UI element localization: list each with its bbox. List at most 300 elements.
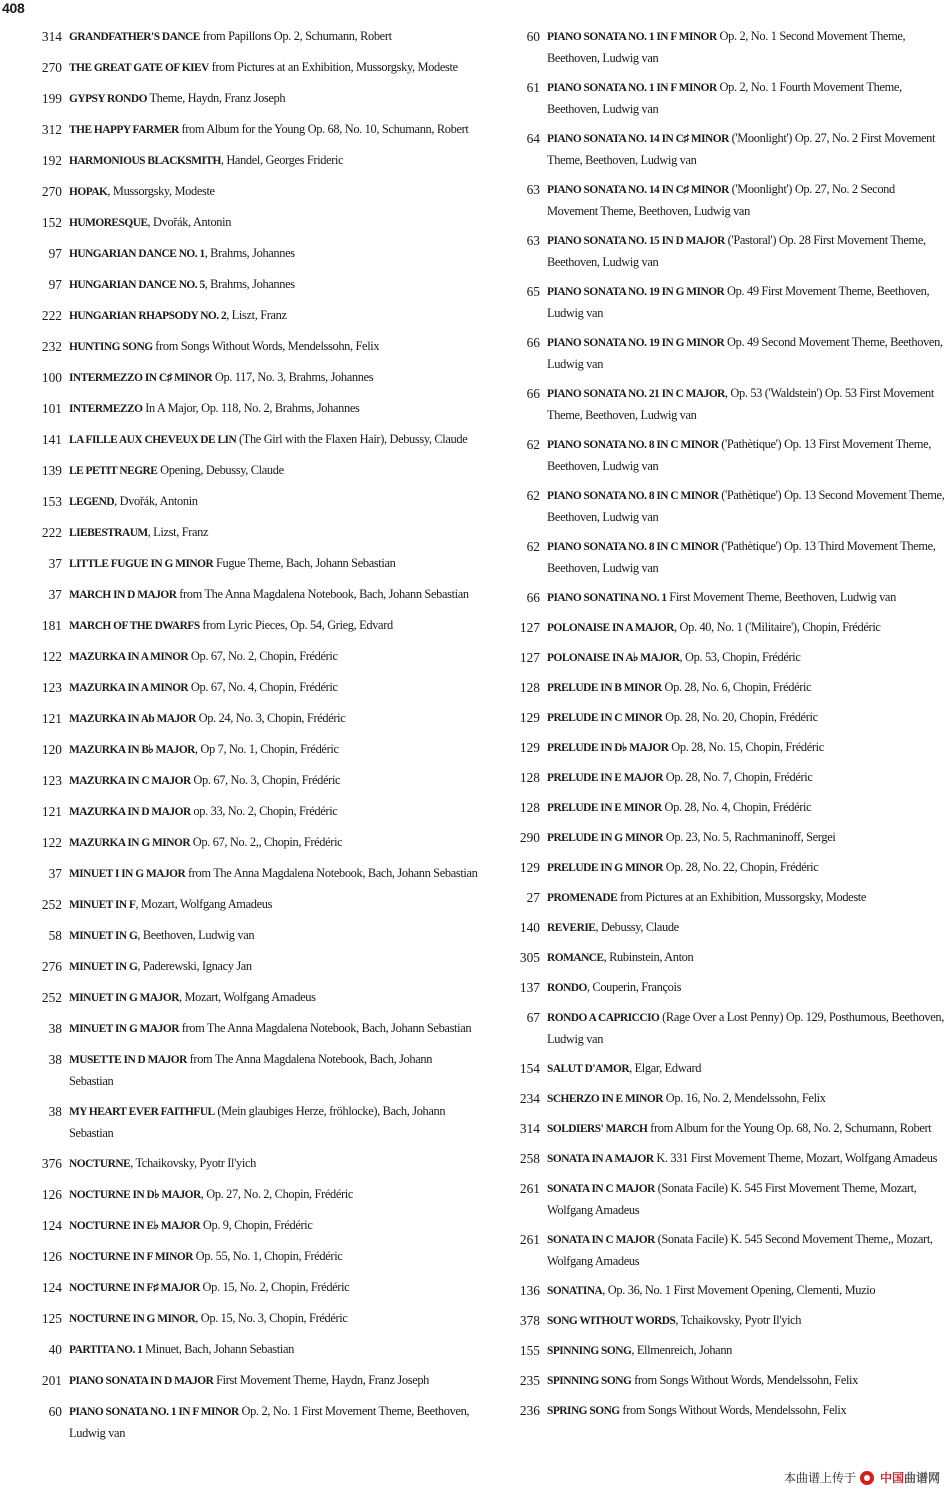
- entry-title: LE PETIT NEGRE: [69, 465, 158, 477]
- entry-text: [69, 1277, 478, 1299]
- entry-text: [547, 827, 948, 849]
- entry-title: MAZURKA IN B♭ MAJOR: [69, 744, 195, 756]
- entry-details: Op. 67, No. 3, Chopin, Frédéric: [190, 773, 341, 787]
- entry-page-number: 126: [41, 1187, 62, 1202]
- index-entry: [0, 925, 478, 947]
- entry-title: PIANO SONATA NO. 19 IN G MINOR: [547, 337, 725, 349]
- index-entry: [478, 1058, 948, 1080]
- entry-details: from The Anna Magdalena Notebook, Bach, Johann Sebastian: [176, 587, 469, 601]
- entry-title: MARCH OF THE DWARFS: [69, 620, 200, 632]
- entry-text: [69, 212, 478, 234]
- entry-page-number: 140: [519, 920, 540, 935]
- index-entry: [0, 274, 478, 296]
- entry-page-number: 101: [41, 401, 62, 416]
- entry-details: First Movement Theme, Beethoven, Ludwig van: [666, 590, 896, 604]
- entry-title: SONATA IN C MAJOR: [547, 1183, 655, 1195]
- entry-details: from Pictures at an Exhibition, Mussorgsky, Modeste: [208, 60, 458, 74]
- entry-page-number: 128: [519, 770, 540, 785]
- entry-details: from Songs Without Words, Mendelssohn, Felix: [619, 1403, 847, 1417]
- entry-details: Op. 49 Second Movement Theme, Beethoven, Ludwig van: [547, 335, 943, 371]
- entry-text: [547, 767, 948, 789]
- entry-details: , Op 7, No. 1, Chopin, Frédéric: [194, 742, 339, 756]
- entry-text: [547, 1178, 948, 1221]
- entry-page-number: 97: [48, 277, 62, 292]
- entry-details: (Mein glaubiges Herze, fröhlocke), Bach, Johann Sebastian: [69, 1104, 446, 1140]
- entry-title: PRELUDE IN C MINOR: [547, 712, 663, 724]
- entry-details: , Op. 53, Chopin, Frédéric: [679, 650, 801, 664]
- entry-page-number: 60: [48, 1404, 62, 1419]
- index-entry: [478, 383, 948, 426]
- index-entry: [478, 434, 948, 477]
- index-entry: [0, 894, 478, 916]
- entry-title: LITTLE FUGUE IN G MINOR: [69, 558, 214, 570]
- index-entry: [478, 827, 948, 849]
- entry-details: , Liszt, Franz: [226, 308, 287, 322]
- index-entry: [0, 677, 478, 699]
- index-entry: [0, 336, 478, 358]
- entry-text: [547, 647, 948, 669]
- entry-page-number: 66: [526, 335, 540, 350]
- entry-title: PIANO SONATA NO. 1 IN F MINOR: [547, 82, 717, 94]
- entry-details: First Movement Theme, Haydn, Franz Joseph: [213, 1373, 430, 1387]
- entry-title: NOCTURNE IN G MINOR: [69, 1313, 196, 1325]
- entry-text: [547, 128, 948, 171]
- entry-page-number: 61: [526, 80, 540, 95]
- entry-page-number: 258: [519, 1151, 540, 1166]
- entry-page-number: 235: [519, 1373, 540, 1388]
- entry-details: Op. 9, Chopin, Frédéric: [200, 1218, 313, 1232]
- entry-page-number: 64: [526, 131, 540, 146]
- index-entry: [478, 977, 948, 999]
- entry-text: [69, 26, 478, 48]
- index-entry: [478, 1088, 948, 1110]
- entry-title: MAZURKA IN G MINOR: [69, 837, 191, 849]
- entry-title: HUNGARIAN RHAPSODY NO. 2: [69, 310, 227, 322]
- index-entry: [0, 801, 478, 823]
- entry-details: from Songs Without Words, Mendelssohn, Felix: [631, 1373, 858, 1387]
- entry-text: [547, 887, 948, 909]
- entry-details: Op. 67, No. 2, Chopin, Frédéric: [188, 649, 338, 663]
- entry-page-number: 261: [519, 1232, 540, 1247]
- entry-title: GYPSY RONDO: [69, 93, 147, 105]
- entry-details: , Mozart, Wolfgang Amadeus: [135, 897, 273, 911]
- entry-page-number: 123: [41, 773, 62, 788]
- entry-page-number: 38: [48, 1021, 62, 1036]
- entry-title: NOCTURNE IN D♭ MAJOR: [69, 1189, 201, 1201]
- entry-text: [547, 1088, 948, 1110]
- entry-title: SPINNING SONG: [547, 1375, 632, 1387]
- entry-details: (The Girl with the Flaxen Hair), Debussy, Claude: [236, 432, 468, 446]
- entry-text: [547, 1280, 948, 1302]
- entry-title: POLONAISE IN A♭ MAJOR: [547, 652, 680, 664]
- entry-page-number: 155: [519, 1343, 540, 1358]
- entry-page-number: 38: [48, 1104, 62, 1119]
- entry-title: NOCTURNE IN F MINOR: [69, 1251, 193, 1263]
- entry-details: op. 33, No. 2, Chopin, Frédéric: [190, 804, 338, 818]
- entry-page-number: 129: [519, 740, 540, 755]
- page-number: 408: [2, 0, 25, 16]
- entry-page-number: 314: [519, 1121, 540, 1136]
- entry-text: [547, 1400, 948, 1422]
- entry-title: PIANO SONATA NO. 1 IN F MINOR: [69, 1406, 239, 1418]
- entry-page-number: 37: [48, 556, 62, 571]
- entry-text: [69, 677, 478, 699]
- entry-text: [547, 977, 948, 999]
- entry-page-number: 38: [48, 1052, 62, 1067]
- entry-title: MAZURKA IN Ab MAJOR: [69, 713, 196, 725]
- entry-page-number: 58: [48, 928, 62, 943]
- entry-details: (Sonata Facile) K. 545 First Movement Theme, Mozart, Wolfgang Amadeus: [547, 1181, 917, 1217]
- entry-page-number: 125: [41, 1311, 62, 1326]
- entry-title: MINUET IN F: [69, 899, 136, 911]
- index-entry: [478, 281, 948, 324]
- index-entry: [0, 88, 478, 110]
- index-entry: [478, 767, 948, 789]
- entry-title: SCHERZO IN E MINOR: [547, 1093, 663, 1105]
- entry-page-number: 37: [48, 866, 62, 881]
- entry-title: PRELUDE IN G MINOR: [547, 862, 663, 874]
- entry-title: MINUET IN G MAJOR: [69, 1023, 179, 1035]
- entry-details: , Op. 36, No. 1 First Movement Opening, Clementi, Muzio: [602, 1283, 876, 1297]
- entry-title: MINUET IN G: [69, 930, 138, 942]
- index-entry: [0, 1153, 478, 1175]
- entry-text: [547, 1340, 948, 1362]
- entry-details: Op. 15, No. 2, Chopin, Frédéric: [199, 1280, 350, 1294]
- entry-details: ('Moonlight') Op. 27, No. 2 Second Movement Theme, Beethoven, Ludwig van: [547, 182, 895, 218]
- entry-details: Op. 28, No. 20, Chopin, Frédéric: [662, 710, 818, 724]
- entry-text: [69, 956, 478, 978]
- entry-text: [547, 332, 948, 375]
- entry-text: [547, 1310, 948, 1332]
- entry-text: [69, 987, 478, 1009]
- site-logo-icon: [860, 1471, 874, 1485]
- entry-page-number: 252: [41, 897, 62, 912]
- index-entry: [0, 26, 478, 48]
- entry-page-number: 122: [41, 835, 62, 850]
- entry-text: [69, 925, 478, 947]
- index-entry: [478, 1340, 948, 1362]
- index-entry: [478, 587, 948, 609]
- entry-title: PIANO SONATA NO. 19 IN G MINOR: [547, 286, 725, 298]
- index-entry: [0, 1339, 478, 1361]
- entry-title: GRANDFATHER'S DANCE: [69, 31, 200, 43]
- entry-title: PARTITA NO. 1: [69, 1344, 143, 1356]
- entry-title: SOLDIERS' MARCH: [547, 1123, 648, 1135]
- entry-details: Op. 23, No. 5, Rachmaninoff, Sergei: [663, 830, 836, 844]
- index-entry: [478, 857, 948, 879]
- index-entry: [478, 1229, 948, 1272]
- entry-text: [69, 863, 478, 885]
- entry-page-number: 127: [519, 620, 540, 635]
- index-entry: [478, 485, 948, 528]
- entry-text: [69, 646, 478, 668]
- index-entry: [0, 1184, 478, 1206]
- entry-text: [69, 305, 478, 327]
- entry-text: [547, 281, 948, 324]
- entry-page-number: 236: [519, 1403, 540, 1418]
- entry-details: from Album for the Young Op. 68, No. 10, Schumann, Robert: [178, 122, 469, 136]
- entry-page-number: 139: [41, 463, 62, 478]
- entry-page-number: 66: [526, 386, 540, 401]
- index-entry: [478, 1280, 948, 1302]
- entry-title: RONDO: [547, 982, 587, 994]
- entry-details: ('Pathètique') Op. 13 First Movement Theme, Beethoven, Ludwig van: [547, 437, 931, 473]
- entry-details: Op. 117, No. 3, Brahms, Johannes: [212, 370, 374, 384]
- entry-title: NOCTURNE IN F♯ MAJOR: [69, 1282, 200, 1294]
- entry-page-number: 199: [41, 91, 62, 106]
- entry-text: [69, 181, 478, 203]
- entry-title: PIANO SONATA NO. 14 IN C♯ MINOR: [547, 184, 729, 196]
- entry-title: MAZURKA IN C MAJOR: [69, 775, 191, 787]
- entry-text: [69, 336, 478, 358]
- entry-text: [69, 1308, 478, 1330]
- index-entry: [0, 1215, 478, 1237]
- entry-details: ('Pathètique') Op. 13 Third Movement Theme, Beethoven, Ludwig van: [547, 539, 936, 575]
- entry-title: THE HAPPY FARMER: [69, 124, 179, 136]
- entry-title: SPINNING SONG: [547, 1345, 632, 1357]
- entry-page-number: 141: [41, 432, 62, 447]
- entry-page-number: 222: [41, 525, 62, 540]
- index-entry: [478, 947, 948, 969]
- entry-text: [547, 857, 948, 879]
- entry-details: from The Anna Magdalena Notebook, Bach, Johann Sebastian: [69, 1052, 433, 1088]
- entry-title: PROMENADE: [547, 892, 618, 904]
- index-entry: [0, 584, 478, 606]
- index-entry: [478, 1118, 948, 1140]
- entry-text: [547, 383, 948, 426]
- entry-page-number: 120: [41, 742, 62, 757]
- entry-page-number: 181: [41, 618, 62, 633]
- entry-title: PIANO SONATA NO. 15 IN D MAJOR: [547, 235, 725, 247]
- entry-page-number: 314: [41, 29, 62, 44]
- entry-text: [547, 230, 948, 273]
- entry-page-number: 270: [41, 60, 62, 75]
- entry-title: SONATA IN C MAJOR: [547, 1234, 655, 1246]
- entry-title: SONG WITHOUT WORDS: [547, 1315, 676, 1327]
- index-entry: [0, 1308, 478, 1330]
- index-entry: [0, 491, 478, 513]
- entry-details: from Pictures at an Exhibition, Mussorgsky, Modeste: [617, 890, 867, 904]
- entry-text: [69, 801, 478, 823]
- footer-watermark: [784, 1469, 940, 1486]
- entry-text: [69, 584, 478, 606]
- index-entry: [478, 1400, 948, 1422]
- entry-details: , Paderewski, Ignacy Jan: [137, 959, 252, 973]
- index-entry: [0, 460, 478, 482]
- entry-details: , Couperin, François: [586, 980, 682, 994]
- index-entry: [0, 243, 478, 265]
- entry-text: [69, 243, 478, 265]
- index-entry: [478, 179, 948, 222]
- entry-title: PIANO SONATA NO. 1 IN F MINOR: [547, 31, 717, 43]
- entry-text: [69, 1401, 478, 1444]
- index-entry: [0, 956, 478, 978]
- entry-title: HUMORESQUE: [69, 217, 148, 229]
- entry-text: [69, 150, 478, 172]
- entry-details: Op. 16, No. 2, Mendelssohn, Felix: [663, 1091, 826, 1105]
- entry-page-number: 60: [526, 29, 540, 44]
- entry-text: [547, 1229, 948, 1272]
- entry-text: [69, 1246, 478, 1268]
- entry-page-number: 378: [519, 1313, 540, 1328]
- entry-title: THE GREAT GATE OF KIEV: [69, 62, 209, 74]
- entry-page-number: 192: [41, 153, 62, 168]
- entry-title: MINUET IN G MAJOR: [69, 992, 179, 1004]
- entry-text: [547, 434, 948, 477]
- entry-text: [69, 615, 478, 637]
- index-entry: [478, 737, 948, 759]
- entry-details: Op. 2, No. 1 First Movement Theme, Beethoven, Ludwig van: [69, 1404, 470, 1440]
- index-entry: [0, 770, 478, 792]
- index-entry: [478, 128, 948, 171]
- entry-title: REVERIE: [547, 922, 596, 934]
- entry-title: SONATA IN A MAJOR: [547, 1153, 654, 1165]
- entry-title: NOCTURNE IN E♭ MAJOR: [69, 1220, 201, 1232]
- index-entry: [0, 863, 478, 885]
- entry-text: [69, 739, 478, 761]
- entry-text: [547, 26, 948, 69]
- entry-text: [547, 1058, 948, 1080]
- entry-page-number: 276: [41, 959, 62, 974]
- entry-text: [69, 894, 478, 916]
- index-entry: [0, 987, 478, 1009]
- entry-page-number: 62: [526, 437, 540, 452]
- index-entry: [478, 887, 948, 909]
- entry-title: PRELUDE IN E MAJOR: [547, 772, 663, 784]
- entry-title: NOCTURNE: [69, 1158, 131, 1170]
- entry-page-number: 128: [519, 800, 540, 815]
- entry-text: [69, 1153, 478, 1175]
- entry-title: PIANO SONATINA NO. 1: [547, 592, 667, 604]
- entry-details: Theme, Haydn, Franz Joseph: [146, 91, 286, 105]
- index-entry: [0, 1246, 478, 1268]
- entry-page-number: 100: [41, 370, 62, 385]
- entry-page-number: 234: [519, 1091, 540, 1106]
- entry-page-number: 123: [41, 680, 62, 695]
- entry-title: LEGEND: [69, 496, 115, 508]
- entry-page-number: 67: [526, 1010, 540, 1025]
- entry-title: PIANO SONATA NO. 21 IN C MAJOR: [547, 388, 725, 400]
- entry-page-number: 154: [519, 1061, 540, 1076]
- entry-page-number: 232: [41, 339, 62, 354]
- entry-title: MY HEART EVER FAITHFUL: [69, 1106, 215, 1118]
- entry-text: [69, 274, 478, 296]
- entry-title: HARMONIOUS BLACKSMITH: [69, 155, 221, 167]
- entry-details: , Dvořák, Antonin: [114, 494, 198, 508]
- entry-details: from The Anna Magdalena Notebook, Bach, Johann Sebastian: [178, 1021, 472, 1035]
- entry-text: [69, 1184, 478, 1206]
- entry-details: from Lyric Pieces, Op. 54, Grieg, Edvard: [199, 618, 393, 632]
- entry-page-number: 127: [519, 650, 540, 665]
- entry-details: Op. 28, No. 22, Chopin, Frédéric: [663, 860, 819, 874]
- entry-details: , Elgar, Edward: [629, 1061, 702, 1075]
- index-entry: [478, 917, 948, 939]
- entry-page-number: 152: [41, 215, 62, 230]
- entry-text: [547, 77, 948, 120]
- index-entry: [0, 522, 478, 544]
- index-entry: [0, 150, 478, 172]
- index-entry: [478, 230, 948, 273]
- entry-text: [547, 1370, 948, 1392]
- index-entry: [0, 1049, 478, 1092]
- entry-title: PIANO SONATA NO. 8 IN C MINOR: [547, 439, 719, 451]
- entry-text: [547, 947, 948, 969]
- entry-details: , Mussorgsky, Modeste: [107, 184, 215, 198]
- entry-text: [69, 88, 478, 110]
- entry-text: [547, 707, 948, 729]
- index-column-left: [0, 26, 478, 1453]
- entry-page-number: 40: [48, 1342, 62, 1357]
- entry-details: , Dvořák, Antonin: [147, 215, 232, 229]
- entry-page-number: 261: [519, 1181, 540, 1196]
- index-entry: [478, 1148, 948, 1170]
- entry-details: (Rage Over a Lost Penny) Op. 129, Posthumous, Beethoven, Ludwig van: [547, 1010, 944, 1046]
- entry-title: PRELUDE IN G MINOR: [547, 832, 663, 844]
- entry-details: , Op. 53 ('Waldstein') Op. 53 First Movement Theme, Beethoven, Ludwig van: [547, 386, 934, 422]
- index-entry: [478, 797, 948, 819]
- entry-page-number: 63: [526, 233, 540, 248]
- index-entry: [0, 429, 478, 451]
- entry-text: [69, 770, 478, 792]
- entry-page-number: 376: [41, 1156, 62, 1171]
- index-entry: [478, 647, 948, 669]
- entry-details: In A Major, Op. 118, No. 2, Brahms, Johannes: [142, 401, 360, 415]
- index-entry: [0, 553, 478, 575]
- entry-text: [547, 797, 948, 819]
- entry-details: from Songs Without Words, Mendelssohn, Felix: [152, 339, 380, 353]
- entry-text: [547, 917, 948, 939]
- entry-title: SPRING SONG: [547, 1405, 620, 1417]
- entry-details: , Brahms, Johannes: [204, 246, 295, 260]
- index-entry: [478, 617, 948, 639]
- index-entry: [0, 212, 478, 234]
- entry-title: ROMANCE: [547, 952, 604, 964]
- entry-details: , Debussy, Claude: [595, 920, 679, 934]
- entry-text: [547, 485, 948, 528]
- entry-text: [547, 737, 948, 759]
- entry-details: Op. 55, No. 1, Chopin, Frédéric: [192, 1249, 343, 1263]
- entry-details: Op. 2, No. 1 Second Movement Theme, Beethoven, Ludwig van: [547, 29, 906, 65]
- index-entry: [0, 1401, 478, 1444]
- entry-details: Op. 49 First Movement Theme, Beethoven, Ludwig van: [547, 284, 930, 320]
- index-entry: [0, 646, 478, 668]
- entry-details: Opening, Debussy, Claude: [157, 463, 284, 477]
- entry-page-number: 137: [519, 980, 540, 995]
- entry-details: Op. 2, No. 1 Fourth Movement Theme, Beethoven, Ludwig van: [547, 80, 902, 116]
- entry-page-number: 62: [526, 539, 540, 554]
- footer-site-name: 中国曲谱网: [879, 1471, 940, 1485]
- entry-details: , Brahms, Johannes: [204, 277, 295, 291]
- entry-text: [547, 1148, 948, 1170]
- entry-text: [69, 553, 478, 575]
- entry-text: [69, 708, 478, 730]
- index-column-right: [478, 26, 948, 1430]
- entry-title: MINUET I IN G MAJOR: [69, 868, 186, 880]
- entry-page-number: 129: [519, 860, 540, 875]
- entry-details: ('Moonlight') Op. 27, No. 2 First Movement Theme, Beethoven, Ludwig van: [547, 131, 936, 167]
- entry-details: , Op. 15, No. 3, Chopin, Frédéric: [195, 1311, 348, 1325]
- entry-details: Minuet, Bach, Johann Sebastian: [142, 1342, 294, 1356]
- index-entry: [0, 305, 478, 327]
- entry-page-number: 27: [526, 890, 540, 905]
- entry-title: HUNGARIAN DANCE NO. 5: [69, 279, 205, 291]
- entry-page-number: 201: [41, 1373, 62, 1388]
- entry-page-number: 312: [41, 122, 62, 137]
- index-entry: [0, 1370, 478, 1392]
- entry-page-number: 128: [519, 680, 540, 695]
- entry-details: ('Pastoral') Op. 28 First Movement Theme, Beethoven, Ludwig van: [547, 233, 926, 269]
- entry-page-number: 121: [41, 804, 62, 819]
